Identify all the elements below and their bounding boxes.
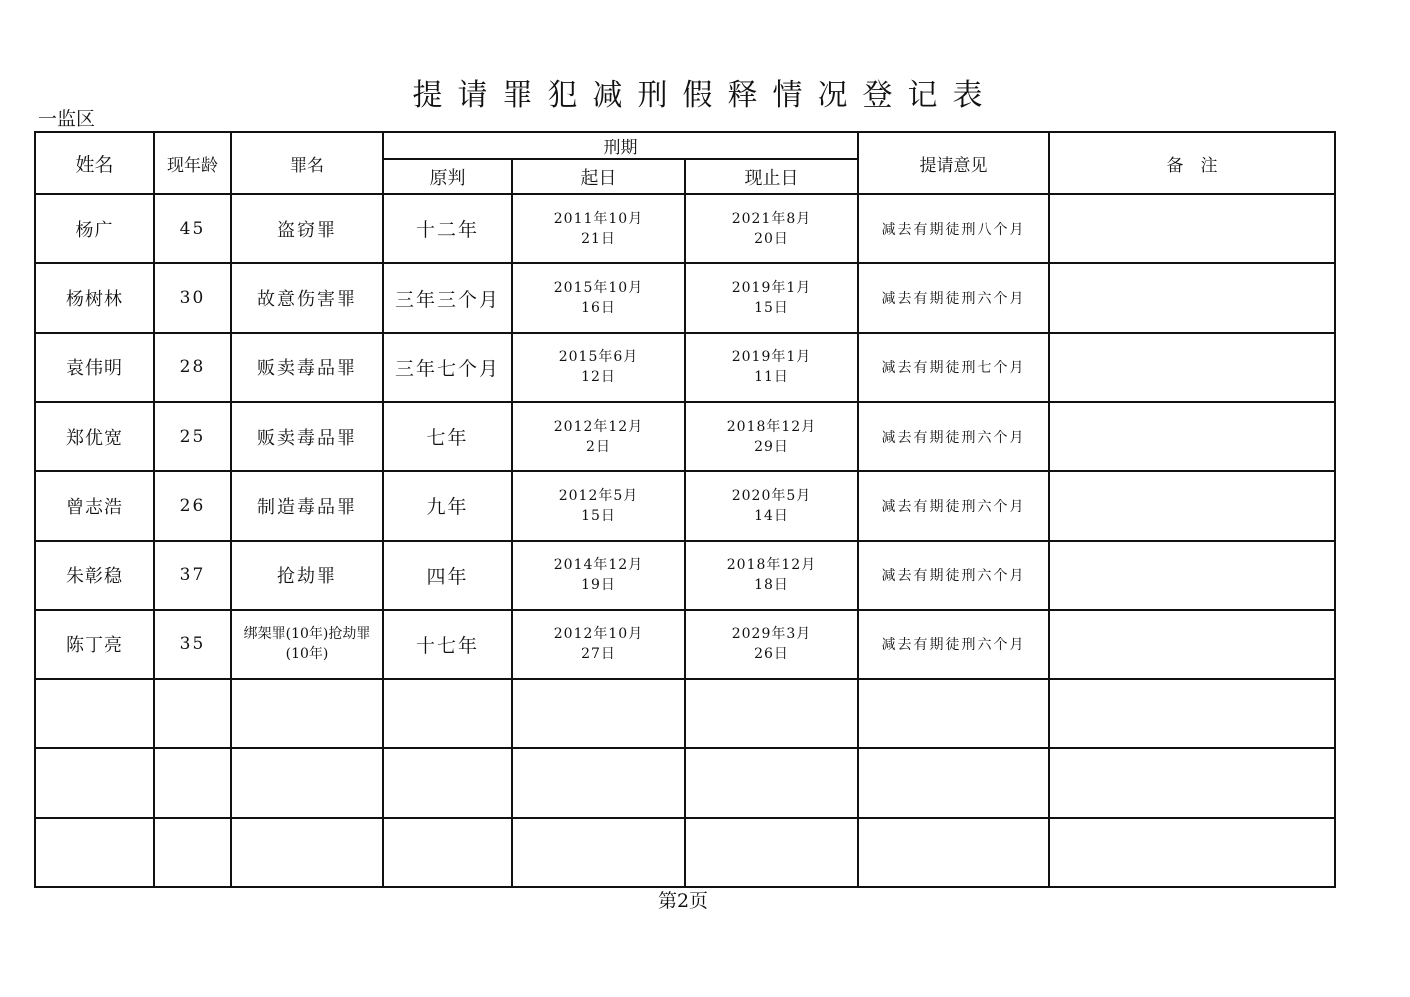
district-label: 一监区 bbox=[38, 108, 96, 130]
start-date-line: 2015年10月 bbox=[553, 280, 644, 297]
cell-age: 45 bbox=[154, 194, 231, 263]
empty-cell bbox=[35, 748, 154, 817]
table-row bbox=[35, 402, 1335, 471]
table-row bbox=[35, 471, 1335, 540]
empty-cell bbox=[1049, 679, 1335, 748]
empty-cell bbox=[512, 679, 685, 748]
cell-term: 三年三个月 bbox=[383, 263, 512, 332]
cell-crime: 贩卖毒品罪 bbox=[231, 333, 383, 402]
cell-name: 郑优宽 bbox=[35, 402, 154, 471]
cell-term: 十二年 bbox=[383, 194, 512, 263]
cell-end bbox=[685, 333, 858, 402]
header-age: 现年龄 bbox=[154, 132, 231, 194]
start-date-line: 2日 bbox=[586, 438, 611, 455]
cell-name: 曾志浩 bbox=[35, 471, 154, 540]
start-date-line: 15日 bbox=[581, 507, 616, 524]
cell-opinion: 减去有期徒刑六个月 bbox=[858, 402, 1049, 471]
cell-age: 35 bbox=[154, 610, 231, 679]
cell-crime: 绑架罪(10年)抢劫罪(10年) bbox=[231, 610, 383, 679]
start-date-line: 19日 bbox=[581, 577, 616, 594]
empty-cell bbox=[231, 748, 383, 817]
page-title: 提请罪犯减刑假释情况登记表 bbox=[412, 78, 998, 113]
table-row bbox=[35, 263, 1335, 332]
empty-cell bbox=[685, 818, 858, 887]
empty-cell bbox=[35, 818, 154, 887]
cell-remark bbox=[1049, 541, 1335, 610]
cell-start bbox=[512, 541, 685, 610]
empty-row bbox=[35, 679, 1335, 748]
cell-end bbox=[685, 541, 858, 610]
header-remark: 备 注 bbox=[1049, 132, 1335, 194]
registration-table bbox=[34, 131, 1336, 888]
end-date-line: 2021年8月 bbox=[731, 210, 812, 227]
cell-end bbox=[685, 402, 858, 471]
table-row bbox=[35, 610, 1335, 679]
empty-cell bbox=[154, 679, 231, 748]
start-date-line: 2011年10月 bbox=[553, 210, 644, 227]
end-date-line: 29日 bbox=[754, 438, 789, 455]
cell-opinion: 减去有期徒刑六个月 bbox=[858, 541, 1049, 610]
cell-start bbox=[512, 333, 685, 402]
empty-cell bbox=[154, 748, 231, 817]
empty-cell bbox=[383, 748, 512, 817]
empty-row bbox=[35, 748, 1335, 817]
cell-crime: 制造毒品罪 bbox=[231, 471, 383, 540]
start-date-line: 27日 bbox=[581, 646, 616, 663]
start-date-line: 2014年12月 bbox=[553, 557, 644, 574]
table-row bbox=[35, 333, 1335, 402]
cell-end bbox=[685, 263, 858, 332]
cell-term: 十七年 bbox=[383, 610, 512, 679]
end-date-line: 11日 bbox=[754, 369, 789, 386]
cell-age: 37 bbox=[154, 541, 231, 610]
cell-start bbox=[512, 194, 685, 263]
empty-cell bbox=[685, 679, 858, 748]
empty-cell bbox=[685, 748, 858, 817]
cell-start bbox=[512, 402, 685, 471]
header-name: 姓名 bbox=[35, 132, 154, 194]
cell-name: 杨广 bbox=[35, 194, 154, 263]
end-date-line: 2019年1月 bbox=[731, 280, 812, 297]
empty-cell bbox=[154, 818, 231, 887]
cell-remark bbox=[1049, 402, 1335, 471]
cell-opinion: 减去有期徒刑七个月 bbox=[858, 333, 1049, 402]
cell-end bbox=[685, 610, 858, 679]
cell-end bbox=[685, 194, 858, 263]
table-row bbox=[35, 541, 1335, 610]
start-date-line: 2012年12月 bbox=[553, 418, 644, 435]
cell-term: 四年 bbox=[383, 541, 512, 610]
start-date-line: 2012年5月 bbox=[558, 487, 639, 504]
cell-term: 七年 bbox=[383, 402, 512, 471]
header-start: 起日 bbox=[512, 159, 685, 194]
header-opinion: 提请意见 bbox=[858, 132, 1049, 194]
empty-cell bbox=[231, 679, 383, 748]
cell-opinion: 减去有期徒刑六个月 bbox=[858, 263, 1049, 332]
cell-age: 26 bbox=[154, 471, 231, 540]
start-date-line: 2012年10月 bbox=[553, 626, 644, 643]
cell-opinion: 减去有期徒刑六个月 bbox=[858, 610, 1049, 679]
header-term-group: 刑期 bbox=[383, 132, 858, 159]
empty-cell bbox=[512, 748, 685, 817]
empty-cell bbox=[231, 818, 383, 887]
cell-name: 陈丁亮 bbox=[35, 610, 154, 679]
start-date-line: 2015年6月 bbox=[558, 349, 639, 366]
empty-row bbox=[35, 818, 1335, 887]
cell-term: 三年七个月 bbox=[383, 333, 512, 402]
cell-name: 袁伟明 bbox=[35, 333, 154, 402]
end-date-line: 14日 bbox=[754, 507, 789, 524]
table-row bbox=[35, 194, 1335, 263]
cell-crime: 盗窃罪 bbox=[231, 194, 383, 263]
cell-age: 25 bbox=[154, 402, 231, 471]
end-date-line: 2018年12月 bbox=[726, 418, 817, 435]
end-date-line: 15日 bbox=[754, 300, 789, 317]
cell-remark bbox=[1049, 194, 1335, 263]
empty-cell bbox=[512, 818, 685, 887]
cell-remark bbox=[1049, 333, 1335, 402]
end-date-line: 2018年12月 bbox=[726, 557, 817, 574]
cell-remark bbox=[1049, 610, 1335, 679]
cell-age: 28 bbox=[154, 333, 231, 402]
empty-cell bbox=[383, 679, 512, 748]
empty-cell bbox=[858, 748, 1049, 817]
end-date-line: 20日 bbox=[754, 230, 789, 247]
cell-crime: 贩卖毒品罪 bbox=[231, 402, 383, 471]
cell-name: 杨树林 bbox=[35, 263, 154, 332]
cell-crime: 抢劫罪 bbox=[231, 541, 383, 610]
cell-opinion: 减去有期徒刑六个月 bbox=[858, 471, 1049, 540]
empty-cell bbox=[1049, 818, 1335, 887]
end-date-line: 26日 bbox=[754, 646, 789, 663]
empty-cell bbox=[858, 679, 1049, 748]
end-date-line: 18日 bbox=[754, 577, 789, 594]
cell-crime: 故意伤害罪 bbox=[231, 263, 383, 332]
cell-start bbox=[512, 610, 685, 679]
cell-start bbox=[512, 263, 685, 332]
start-date-line: 16日 bbox=[581, 300, 616, 317]
header-end: 现止日 bbox=[685, 159, 858, 194]
end-date-line: 2019年1月 bbox=[731, 349, 812, 366]
header-original: 原判 bbox=[383, 159, 512, 194]
end-date-line: 2029年3月 bbox=[731, 626, 812, 643]
page-number: 第2页 bbox=[657, 890, 709, 912]
cell-term: 九年 bbox=[383, 471, 512, 540]
cell-remark bbox=[1049, 471, 1335, 540]
end-date-line: 2020年5月 bbox=[731, 487, 812, 504]
empty-cell bbox=[858, 818, 1049, 887]
start-date-line: 21日 bbox=[581, 230, 616, 247]
empty-cell bbox=[1049, 748, 1335, 817]
cell-start bbox=[512, 471, 685, 540]
cell-opinion: 减去有期徒刑八个月 bbox=[858, 194, 1049, 263]
cell-name: 朱彰稳 bbox=[35, 541, 154, 610]
cell-end bbox=[685, 471, 858, 540]
empty-cell bbox=[35, 679, 154, 748]
cell-remark bbox=[1049, 263, 1335, 332]
empty-cell bbox=[383, 818, 512, 887]
start-date-line: 12日 bbox=[581, 369, 616, 386]
cell-age: 30 bbox=[154, 263, 231, 332]
header-crime: 罪名 bbox=[231, 132, 383, 194]
